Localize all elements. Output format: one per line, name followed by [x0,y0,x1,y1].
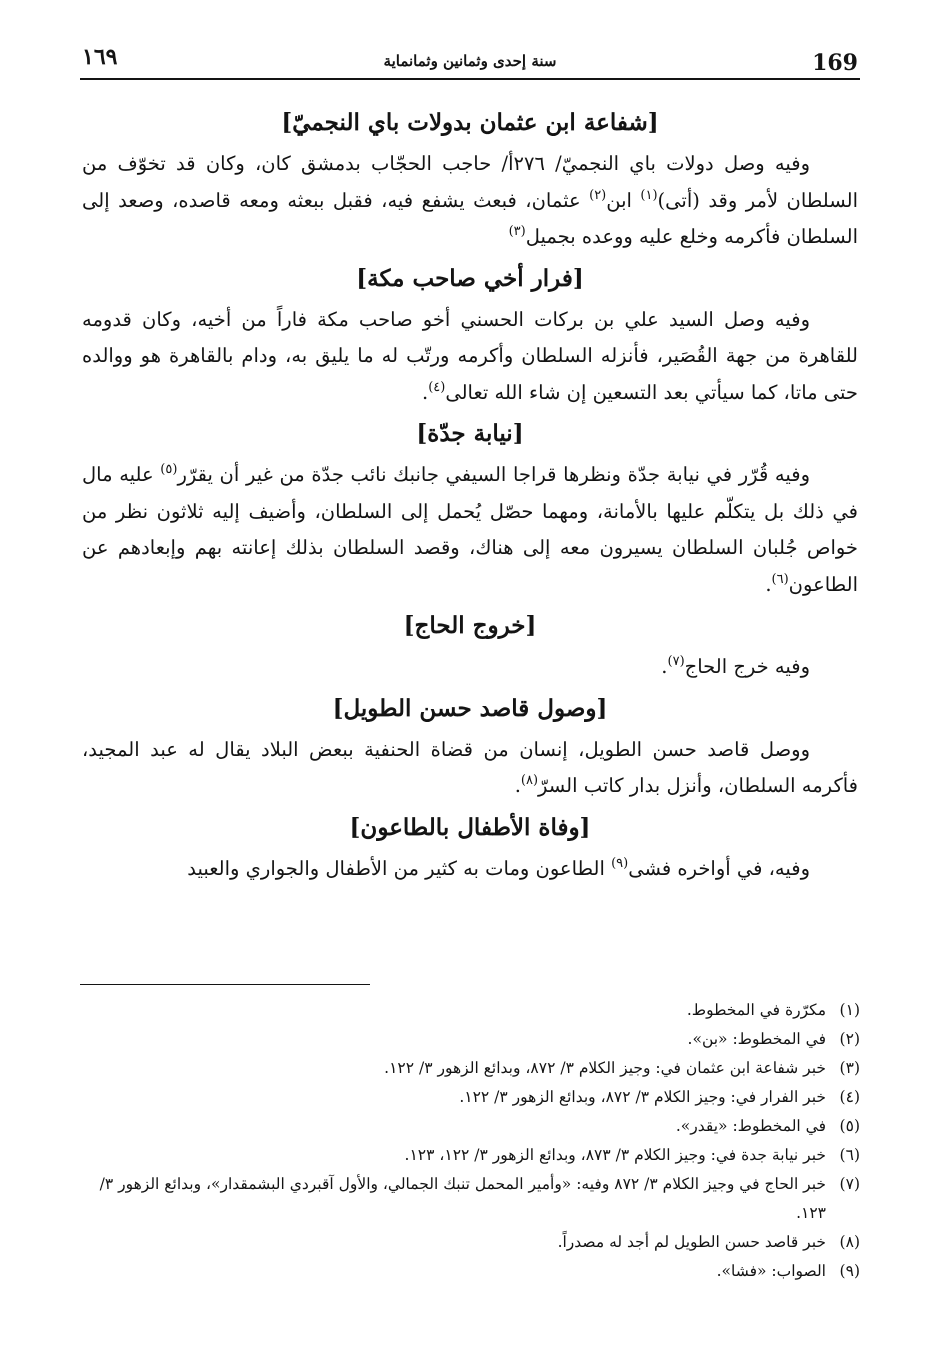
footnote-ref: (٤) [428,379,446,395]
footnote-ref: (٥) [160,462,178,477]
footnotes [80,996,860,1286]
section-jeddah-deputyship [80,417,860,603]
footnote-ref: (٧) [667,654,685,669]
footnote-number: (٣) [839,1059,860,1077]
footnote-number: (٨) [839,1233,860,1251]
footnote-text: الصواب: «فشا». [716,1262,826,1280]
footnote-number: (١) [839,1001,860,1019]
section-heading: [نيابة جدّة] [416,420,524,447]
footnote-number: (٢) [839,1030,860,1048]
footnote-ref: (٢) [589,187,607,203]
section-pilgrims-departure [80,609,860,686]
footnote-item [80,1112,860,1141]
footnote-text: خبر قاصد حسن الطويل لم أجد له مصدراً. [557,1233,826,1251]
footnote-item [80,1228,860,1257]
section-paragraph: وفيه قُرّر في نيابة جدّة ونظرها قراجا السيفي جانبك نائب جدّة من غير أن يقرّر$^{(٥)}$ عليه مال في ذلك بل يتكلّم عليها بالأمانة، ومهما حصّل يُحمل إلى السلطان، وأضيف إليه ثلاثون نظر من خواص جُلبان السلطان يسيرون معه إلى هناك، وقصد السلطان بذلك إعانته بهم وإبعادهم عن الطاعون$^{(٦)}$. [82,462,858,596]
page-number-arabic: ١٦٩ [82,44,118,70]
footnote-text: مكرّرة في المخطوط. [686,1001,826,1019]
section-children-plague [80,811,860,888]
footnote-text: خبر الفرار في: وجيز الكلام ٣/ ٨٧٢، وبدائع الزهور ٣/ ١٢٢. [459,1088,826,1106]
footnote-item [80,1054,860,1083]
page-number-latin: 169 [812,50,858,76]
footnote-ref: (١) [640,187,658,203]
book-page [80,32,860,1342]
section-paragraph: وفيه وصل دولات باي النجميّ/ ٢٧٦أ/ حاجب الحجّاب بدمشق كان، وكان قد تخوّف من السلطان لأمر وقد (أتى)$^{(١)}$ ابن$^{(٢)}$ عثمان، فبعث يشفع فيه، فقبل ببعثه ومعه قاصده، وصعد إلى السلطان فأكرمه وخلع عليه ووعده بجميل$^{(٣)}$ [82,152,858,248]
footnote-text: في المخطوط: «بن». [687,1030,826,1048]
footnote-item [80,996,860,1025]
footnote-number: (٩) [839,1262,860,1280]
footnote-text: في المخطوط: «يقدر». [675,1117,826,1135]
section-paragraph: ووصل قاصد حسن الطويل، إنسان من قضاة الحنفية ببعض البلاد يقال له عبد المجيد، فأكرمه السلطان، وأنزل بدار كاتب السرّ$^{(٨)}$. [82,737,858,797]
footnote-separator [80,984,370,985]
footnote-item [80,1141,860,1170]
footnote-number: (٥) [839,1117,860,1135]
footnote-item [80,1025,860,1054]
footnote-number: (٧) [839,1175,860,1193]
footnote-number: (٤) [839,1088,860,1106]
header-rule [80,78,860,80]
section-heading: [شفاعة ابن عثمان بدولات باي النجميّ] [281,109,659,136]
footnote-ref: (٦) [771,571,789,587]
running-header [80,32,860,76]
footnote-item [80,1083,860,1112]
section-paragraph: وفيه، في أواخره فشى$^{(٩)}$ الطاعون ومات به كثير من الأطفال والجواري والعبيد [187,855,810,880]
footnote-ref: (٩) [611,855,629,871]
footnote-ref: (٣) [508,224,526,239]
section-hasan-envoy-arrival [80,692,860,805]
section-ibn-uthman-intercession [80,106,860,256]
footnote-item [80,1257,860,1286]
section-heading: [وفاة الأطفال بالطاعون] [349,813,591,841]
section-paragraph: وفيه وصل السيد علي بن بركات الحسني أخو صاحب مكة فاراً من أخيه، وكان قدومه للقاهرة من جهة القُصَير، فأنزله السلطان وأكرمه ورتّب له ما يليق به، ودام بالقاهرة هو ووالده حتى ماتا، كما سيأتي بعد التسعين إن شاء الله تعالى$^{(٤)}$. [82,307,858,404]
footnote-text: خبر شفاعة ابن عثمان في: وجيز الكلام ٣/ ٨٧٢، وبدائع الزهور ٣/ ١٢٢. [384,1059,826,1077]
section-paragraph: وفيه خرج الحاج$^{(٧)}$. [661,654,810,678]
section-heading: [خروج الحاج] [403,612,537,639]
footnote-number: (٦) [839,1146,860,1164]
section-heading: [وصول قاصد حسن الطويل] [332,694,608,722]
footnote-item [80,1170,860,1228]
footnote-text: خبر الحاج في وجيز الكلام ٣/ ٨٧٢ وفيه: «وأمير المحمل تنبك الجمالي، والأول آقبردي البشمقدار»، وبدائع الزهور ٣/ ١٢٣. [99,1175,826,1222]
footnote-text: خبر نيابة جدة في: وجيز الكلام ٣/ ٨٧٣، وبدائع الزهور ٣/ ١٢٢، ١٢٣. [404,1146,826,1164]
main-text [80,106,860,893]
section-mecca-brother-flight [80,262,860,412]
running-title: سنة إحدى وثمانين وثمانماية [383,52,557,70]
footnote-ref: (٨) [520,773,539,788]
section-heading: [فرار أخي صاحب مكة] [356,264,584,292]
